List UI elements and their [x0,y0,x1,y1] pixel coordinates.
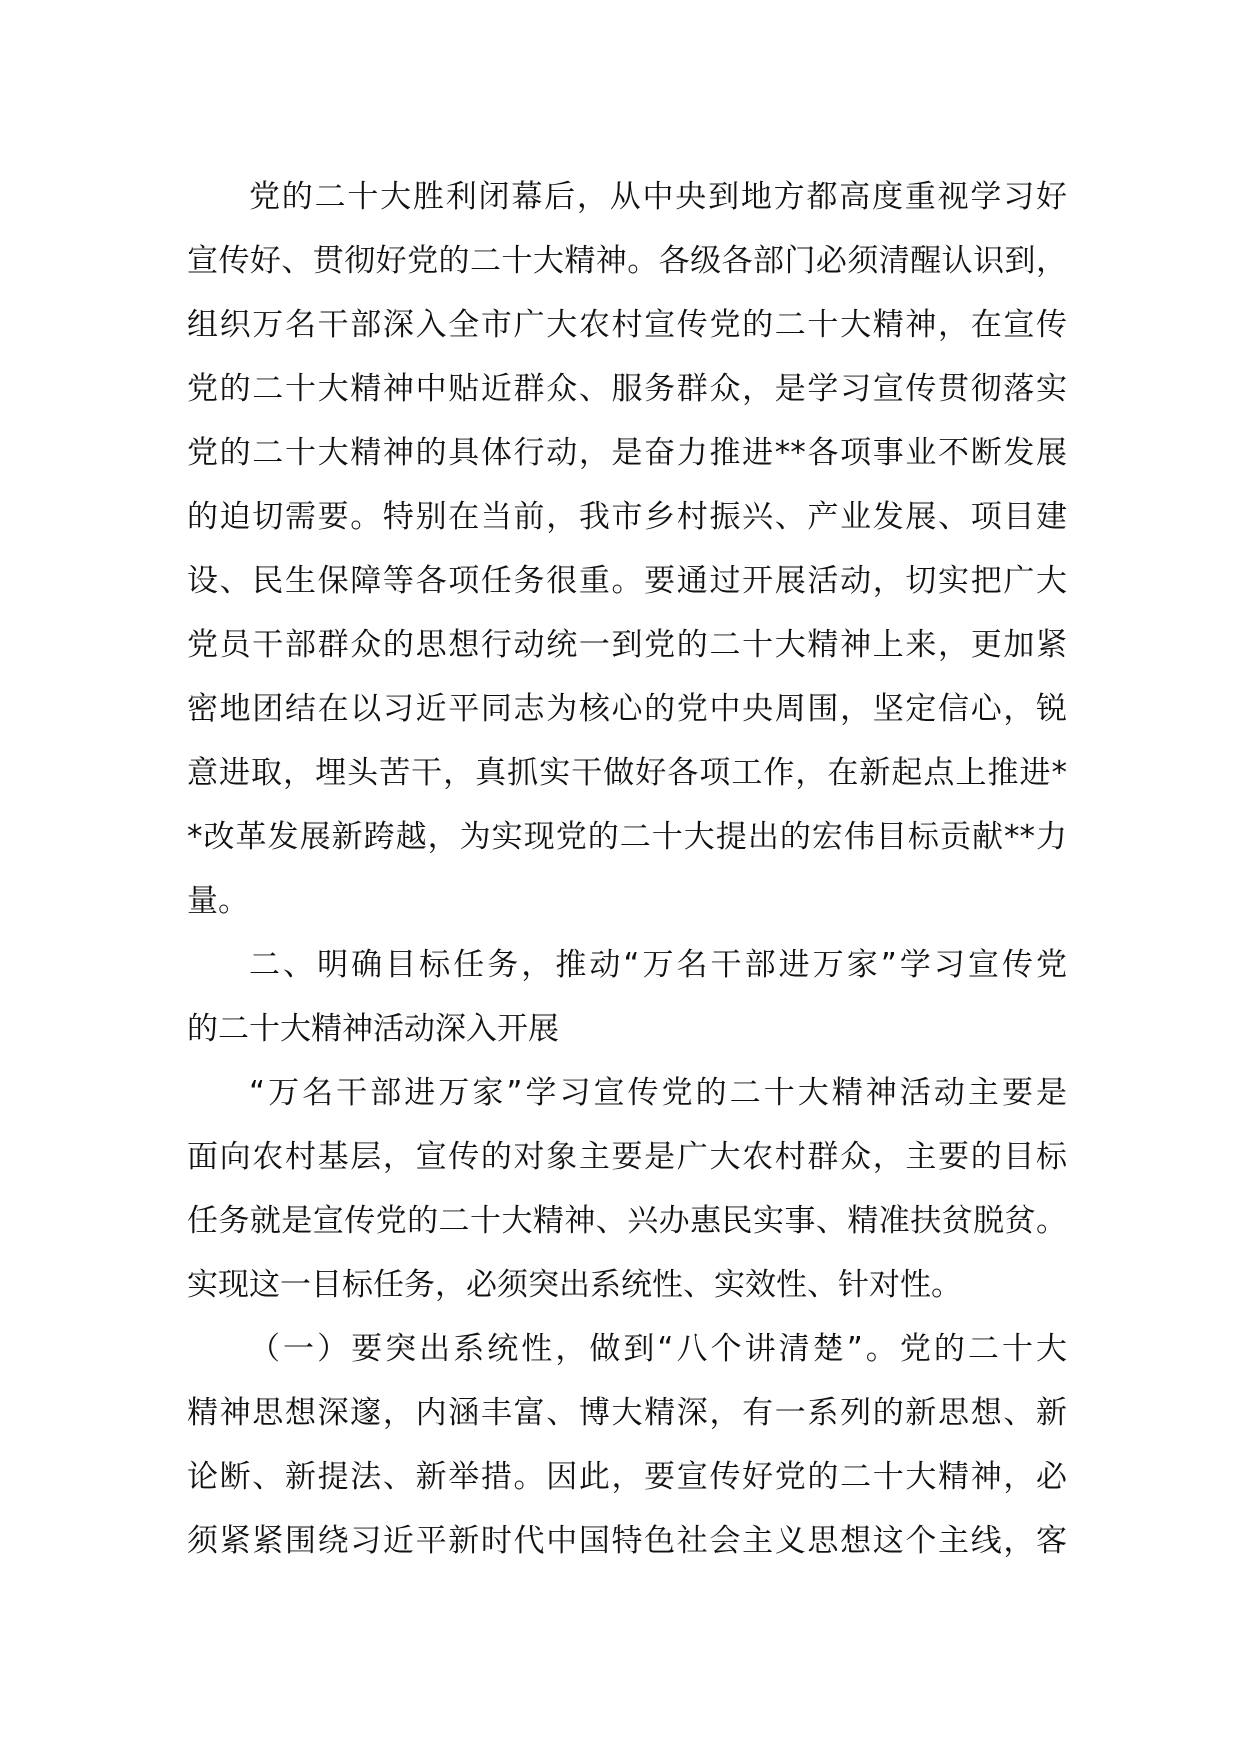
text-line: 须紧紧围绕习近平新时代中国特色社会主义思想这个主线，客 [187,1523,1067,1559]
text-line: 组织万名干部深入全市广大农村宣传党的二十大精神，在宣传 [187,307,1067,343]
text-line: 二、明确目标任务，推动“万名干部进万家”学习宣传党 [249,947,1067,983]
text-line: 意进取，埋头苦干，真抓实干做好各项工作，在新起点上推进* [187,755,1067,791]
text-line: 精神思想深邃，内涵丰富、博大精深，有一系列的新思想、新 [187,1395,1067,1431]
text-line: 任务就是宣传党的二十大精神、兴办惠民实事、精准扶贫脱贫。 [187,1203,1067,1239]
text-line: 密地团结在以习近平同志为核心的党中央周围，坚定信心，锐 [187,691,1067,727]
text-line: （一）要突出系统性，做到“八个讲清楚”。党的二十大 [249,1331,1067,1367]
text-line: 量。 [187,883,249,919]
text-line: 的迫切需要。特别在当前，我市乡村振兴、产业发展、项目建 [187,499,1067,535]
text-line: “万名干部进万家”学习宣传党的二十大精神活动主要是 [249,1075,1067,1111]
text-line: 党的二十大精神的具体行动，是奋力推进**各项事业不断发展 [187,435,1067,471]
text-line: 面向农村基层，宣传的对象主要是广大农村群众，主要的目标 [187,1139,1067,1175]
document-body-text [187,165,1067,1573]
text-line: 设、民生保障等各项任务很重。要通过开展活动，切实把广大 [187,563,1067,599]
text-line: *改革发展新跨越，为实现党的二十大提出的宏伟目标贡献**力 [187,819,1067,855]
text-line: 宣传好、贯彻好党的二十大精神。各级各部门必须清醒认识到， [187,243,1067,279]
text-line: 党的二十大精神中贴近群众、服务群众，是学习宣传贯彻落实 [187,371,1067,407]
text-line: 论断、新提法、新举措。因此，要宣传好党的二十大精神，必 [187,1459,1067,1495]
text-line: 党员干部群众的思想行动统一到党的二十大精神上来，更加紧 [187,627,1067,663]
text-line: 党的二十大胜利闭幕后，从中央到地方都高度重视学习好 [249,179,1067,215]
text-line: 实现这一目标任务，必须突出系统性、实效性、针对性。 [187,1267,962,1303]
text-line: 的二十大精神活动深入开展 [187,1011,559,1047]
